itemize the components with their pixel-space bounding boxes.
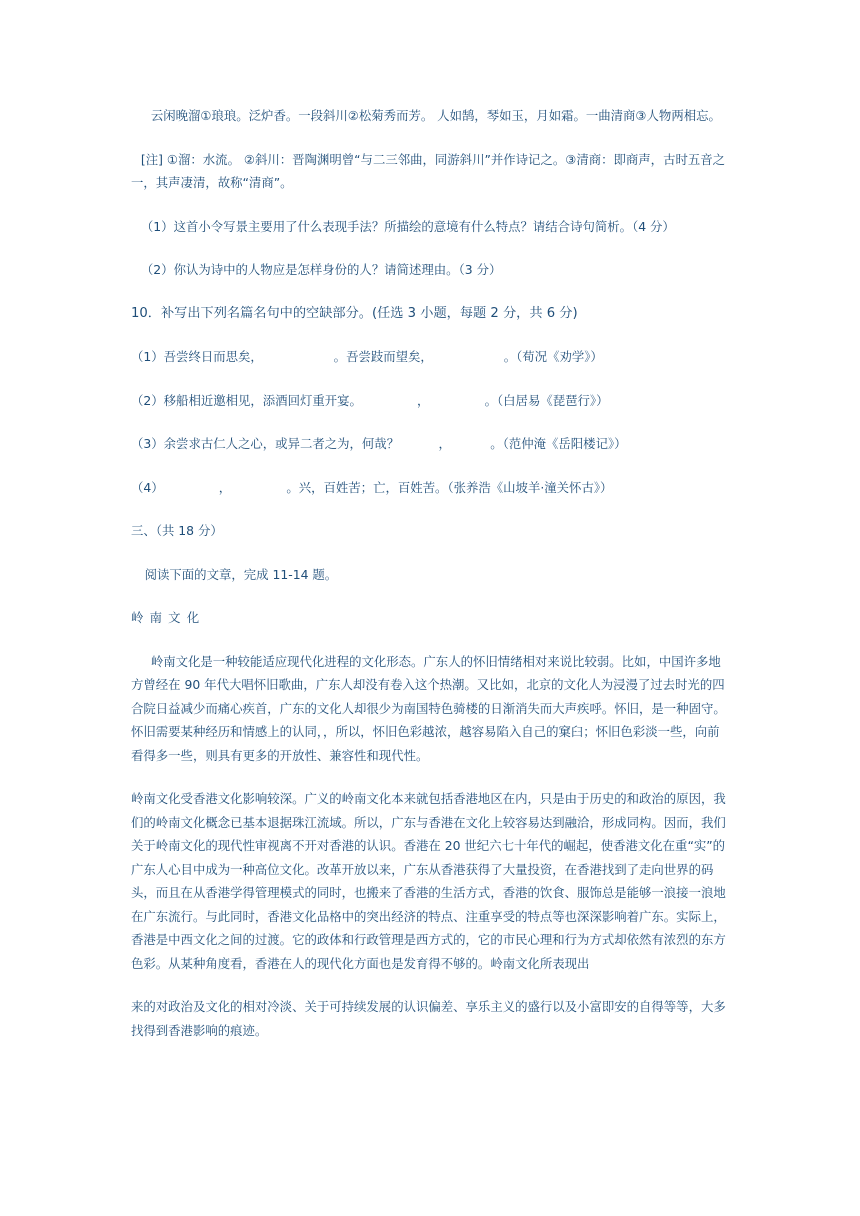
article-title: 岭南文化 [131,610,206,625]
question-10-title: 10．补写出下列名篇名句中的空缺部分。(任选 3 小题，每题 2 分，共 6 分) [131,305,578,321]
section-3-instruction: 阅读下面的文章，完成 11-14 题。 [144,566,338,582]
article-paragraph-3: 来的对政治及文化的相对冷淡、关于可持续发展的认识偏差、享乐主义的盛行以及小富即安的自得等等，大多找得到香港影响的痕迹。 [131,999,726,1038]
question-10-item-2: （2）移船相近邀相见，添酒回灯重开宴。 ， 。（白居易《琵琶行》） [131,392,609,408]
question-10-item-1: （1）吾尝终日而思矣， 。吾尝跂而望矣， 。（荀况《劝学》） [131,349,603,364]
question-9-1: （1）这首小令写景主要用了什么表现手法？所描绘的意境有什么特点？请结合诗句简析。（4 分） [140,218,675,234]
document-page [131,104,731,1062]
question-10-item-4: （4） ， 。兴，百姓苦；亡，百姓苦。（张养浩《山坡羊·潼关怀古》） [131,479,613,495]
poem-text: 云闲晚溜①琅琅。泛炉香。一段斜川②松菊秀而芳。 人如鹄，琴如玉，月如霜。一曲清商③人物两相忘。 [150,108,721,123]
article-paragraph-1: 岭南文化是一种较能适应现代化进程的文化形态。广东人的怀旧情绪相对来说比较弱。比如，中国许多地方曾经在 90 年代大唱怀旧歌曲，广东人却没有卷入这个热潮。又比如，北京的文化人为浸漫了过去时光的四合院日益减少而痛心疾首，广东的文化人却很少为南国特色骑楼的日渐消失而大声疾呼。怀旧，是一种固守。怀旧需要某种经历和情感上的认同，，所以，怀旧色彩越浓，越容易陷入自己的窠臼；怀旧色彩淡一些，向前看得多一些，则具有更多的开放性、兼容性和现代性。 [131,653,726,763]
article-paragraph-2: 岭南文化受香港文化影响较深。广义的岭南文化本来就包括香港地区在内，只是由于历史的和政治的原因，我们的岭南文化概念已基本退据珠江流域。所以，广东与香港在文化上较容易达到融洽，形成同构。因而，我们关于岭南文化的现代性审视离不开对香港的认识。香港在 20 世纪六七十年代的崛起，使香港文化在重“实”的广东人心目中成为一种高位文化。改革开放以来，广东从香港获得了大量投资，在香港找到了走向世界的码头，而且在从香港学得管理模式的同时，也搬来了香港的生活方式，香港的饮食、服饰总是能够一浪接一浪地在广东流行。与此同时，香港文化品格中的突出经济的特点、注重享受的特点等也深深影响着广东。实际上，香港是中西文化之间的过渡。它的政体和行政管理是西方式的，它的市民心理和行为方式却依然有浓烈的东方色彩。从某种角度看，香港在人的现代化方面也是发育得不够的。岭南文化所表现出 [131,791,726,971]
question-9-2: （2）你认为诗中的人物应是怎样身份的人？请简述理由。（3 分） [140,262,502,277]
section-3-heading: 三、（共 18 分） [131,523,223,538]
question-10-item-3: （3）余尝求古仁人之心，或异二者之为，何哉？ ， 。（范仲淹《岳阳楼记》） [131,436,627,451]
poem-note: [注] ①溜：水流。 ②斜川：晋陶渊明曾“与二三邻曲，同游斜川”并作诗记之。③清商：即商声，古时五音之一，其声凄清，故称“清商”。 [131,151,726,190]
